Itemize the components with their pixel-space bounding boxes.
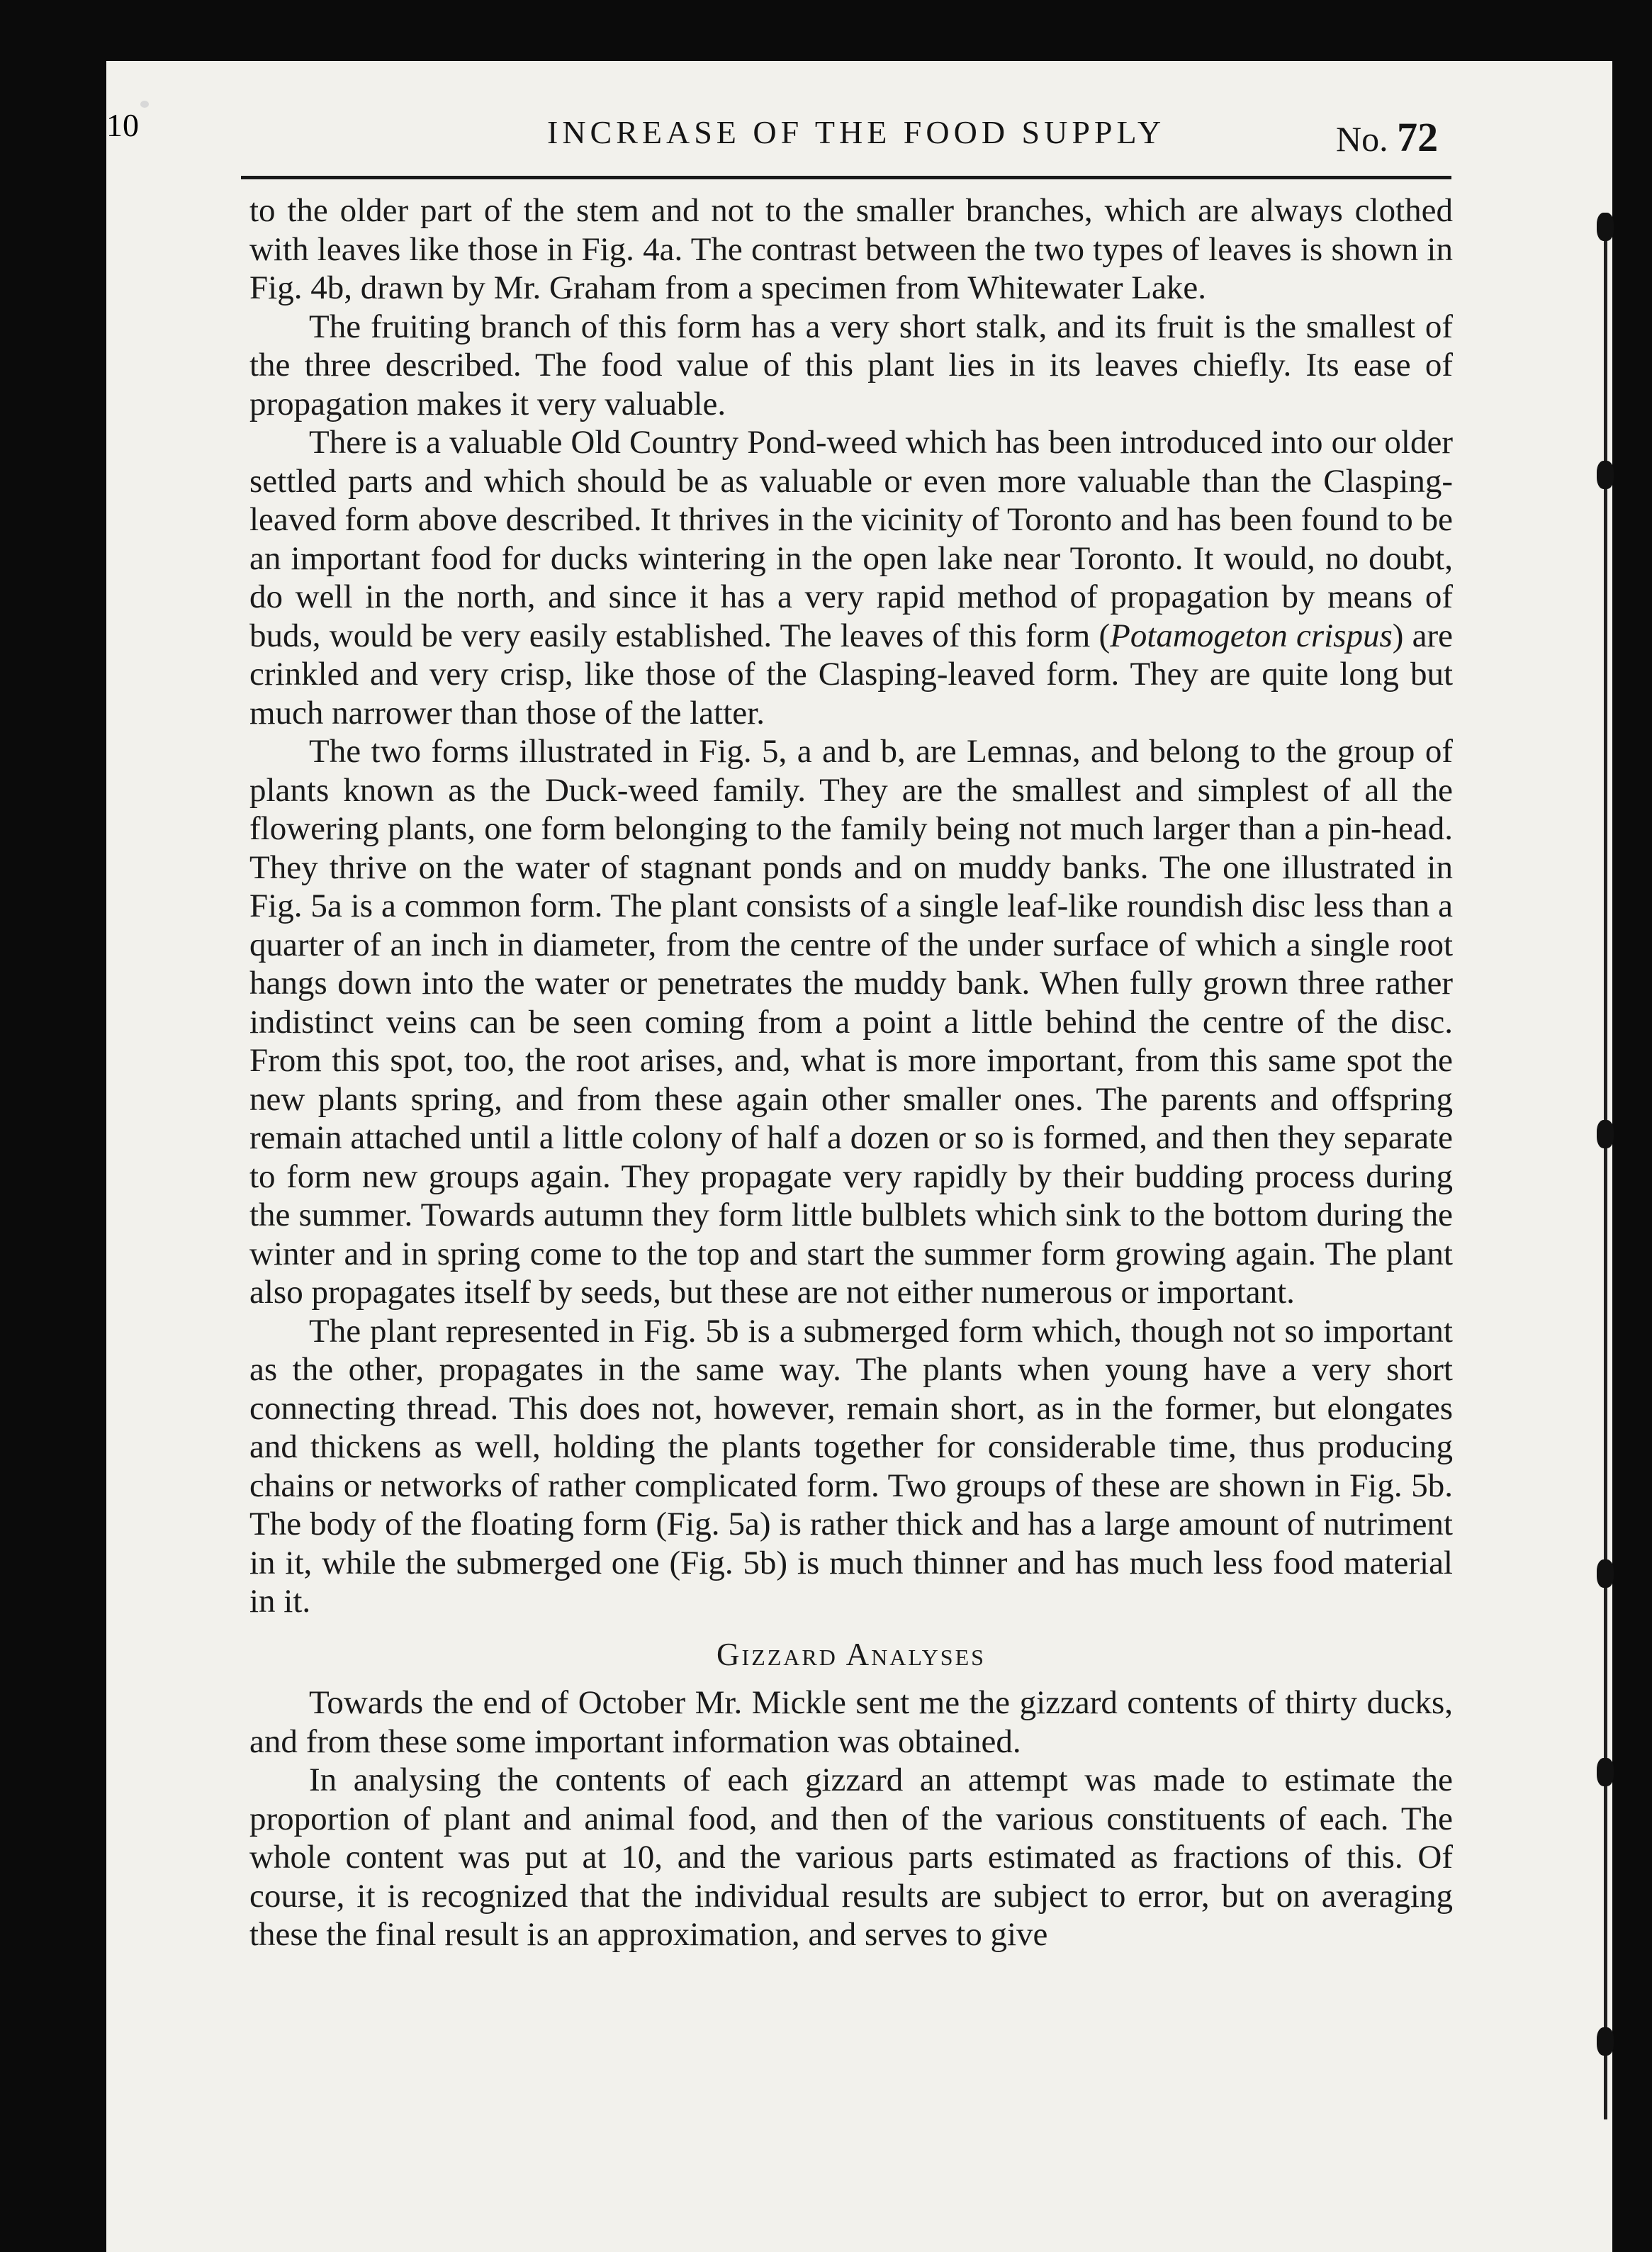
- species-name: Potamogeton crispus: [1110, 617, 1393, 654]
- paragraph-gizzard-contents: Towards the end of October Mr. Mickle sent me the gizzard contents of thirty ducks, and from these some important information was obtained.: [249, 1684, 1453, 1760]
- issue-label: No.: [1336, 119, 1388, 159]
- pond-weed-text-a: There is a valuable Old Country Pond-weed which has been introduced into our older settled parts and which should be as valuable or even more valuable than the Clasping-leaved form above described. It thrives in the vicinity of Toronto and has been found to be an important food for ducks wintering in the open lake near Toronto. It would, no doubt, do well in the north, and since it has a very rapid method of propagation by means of buds, would be very easily established. The leaves of this form (: [249, 424, 1453, 654]
- body-text: [249, 191, 1453, 1954]
- issue-number-value: 72: [1397, 114, 1439, 160]
- paragraph-pond-weed: [249, 423, 1453, 732]
- section-heading: Gizzard Analyses: [717, 1636, 986, 1672]
- binding-mark: [1597, 1120, 1614, 1148]
- issue-number: [1336, 113, 1438, 161]
- binding-line: [1604, 220, 1607, 2119]
- binding-mark: [1597, 1559, 1614, 1588]
- paragraph-continued: to the older part of the stem and not to the smaller branches, which are always clothed with leaves like those in Fig. 4a. The contrast between the two types of leaves is shown in Fig. 4b, drawn by Mr. Graham from a specimen from Whitewater Lake.: [249, 192, 1453, 306]
- paragraph-analysing: In analysing the contents of each gizzard an attempt was made to estimate the proportion of plant and animal food, and then of the various constituents of each. The whole content was put at 10, and the various parts estimated as fractions of this. Of course, it is recognized that the individual results are subject to error, but on averaging these the final result is an approximation, and serves to give: [249, 1761, 1453, 1953]
- binding-edge: [1584, 213, 1626, 2127]
- binding-mark: [1597, 213, 1614, 241]
- scan-artifact-dot: [140, 101, 149, 108]
- binding-mark: [1597, 461, 1614, 489]
- binding-mark: [1597, 2027, 1614, 2056]
- pond-weed-text-b: ) are crinkled and very crisp, like those of the Clasping-leaved form. They are quite long but much narrower than those of the latter.: [249, 617, 1454, 732]
- paragraph-fruiting-branch: The fruiting branch of this form has a very short stalk, and its fruit is the smallest of the three described. The food value of this plant lies in its leaves chiefly. Its ease of propagation makes it very valuable.: [249, 308, 1453, 422]
- paragraph-submerged-form: The plant represented in Fig. 5b is a submerged form which, though not so important as the other, propagates in the same way. The plants when young have a very short connecting thread. This does not, however, remain short, as in the former, but elongates and thickens as well, holding the plants together for considerable time, thus producing chains or networks of rather complicated form. Two groups of these are shown in Fig. 5b. The body of the floating form (Fig. 5a) is rather thick and has a large amount of nutriment in it, while the submerged one (Fig. 5b) is much thinner and has much less food material in it.: [249, 1312, 1453, 1620]
- running-title: INCREASE OF THE FOOD SUPPLY: [547, 114, 1166, 150]
- page-number: 10: [106, 107, 139, 143]
- binding-mark: [1597, 1758, 1614, 1786]
- header-rule: [241, 176, 1451, 179]
- paragraph-lemnas: The two forms illustrated in Fig. 5, a and b, are Lemnas, and belong to the group of plants known as the Duck-weed family. They are the smallest and simplest of all the flowering plants, one form belonging to the family being not much larger than a pin-head. They thrive on the water of stagnant ponds and on muddy banks. The one illustrated in Fig. 5a is a common form. The plant consists of a single leaf-like roundish disc less than a quarter of an inch in diameter, from the centre of the under surface of which a single root hangs down into the water or penetrates the muddy bank. When fully grown three rather indistinct veins can be seen coming from a point a little behind the centre of the disc. From this spot, too, the root arises, and, what is more important, from this same spot the new plants spring, and from these again other smaller ones. The parents and offspring remain attached until a little colony of half a dozen or so is formed, and then they separate to form new groups again. They propagate very rapidly by their budding process during the summer. Towards autumn they form little bulblets which sink to the bottom during the winter and in spring come to the top and start the summer form growing again. The plant also propagates itself by seeds, but these are not either numerous or important.: [249, 733, 1453, 1311]
